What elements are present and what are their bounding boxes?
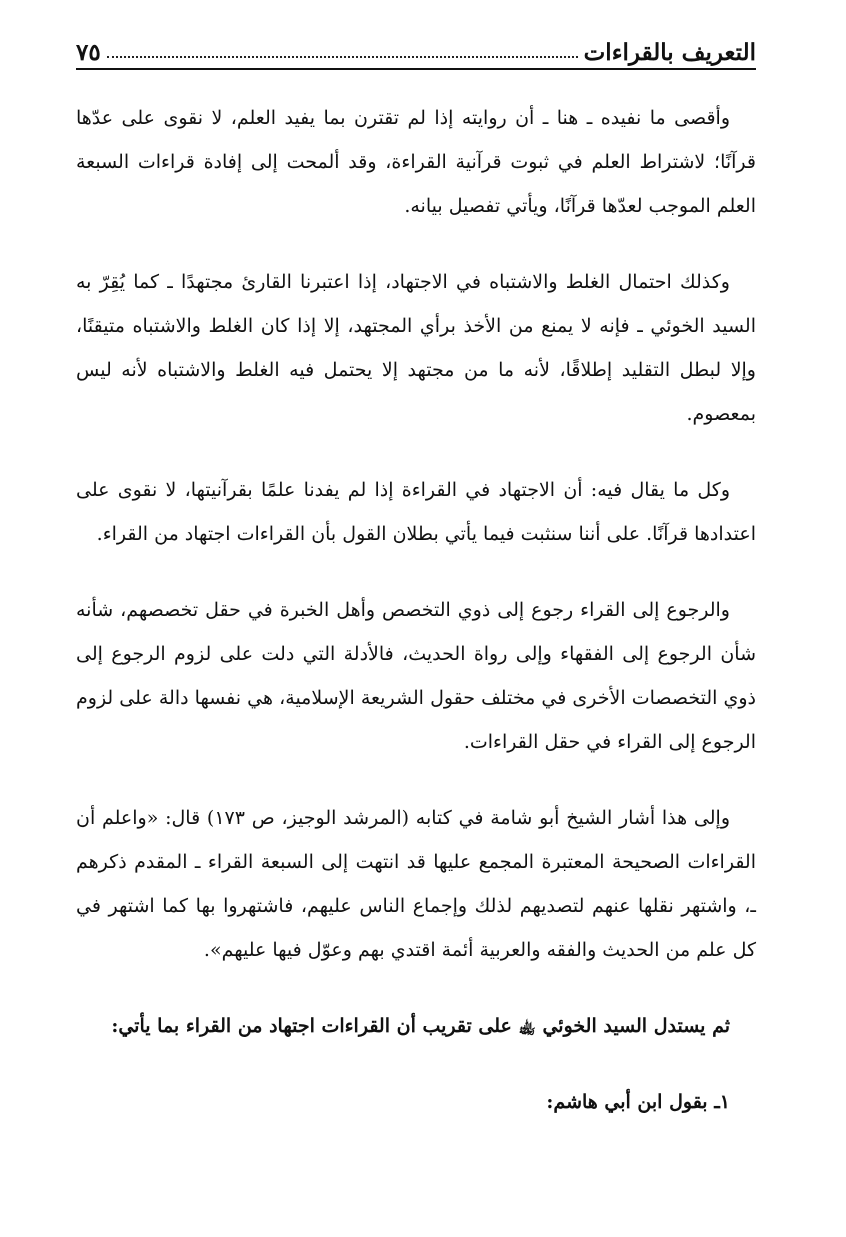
numbered-item-1: ١ـ بقول ابن أبي هاشم:	[546, 1091, 730, 1113]
paragraph-4: والرجوع إلى القراء رجوع إلى ذوي التخصص وأهل الخبرة في حقل تخصصهم، شأنه شأن الرجوع إلى الفقهاء وإلى رواة الحديث، فالأدلة التي دلت على لزوم الرجوع إلى ذوي التخصصات الأخرى في مختلف حقول الشريعة الإسلامية، هي نفسها دالة على لزوم الرجوع إلى القراء في حقل القراءات.	[76, 599, 756, 753]
running-title: التعريف بالقراءات	[583, 39, 756, 66]
page-number: ٧٥	[76, 39, 101, 66]
paragraph-6-intro: ثم يستدل السيد الخوئي ﵀ على تقريب أن القراءات اجتهاد من القراء بما يأتي:	[111, 1015, 730, 1037]
leader-dots	[107, 56, 578, 58]
book-page	[76, 32, 756, 1124]
paragraph-3: وكل ما يقال فيه: أن الاجتهاد في القراءة إذا لم يفدنا علمًا بقرآنيتها، لا نقوى على اعتدادها قرآنًا. على أننا سنثبت فيما يأتي بطلان القول بأن القراءات اجتهاد من القراء.	[76, 479, 756, 545]
paragraph-2: وكذلك احتمال الغلط والاشتباه في الاجتهاد، إذا اعتبرنا القارئ مجتهدًا ـ كما يُقِرّ به السيد الخوئي ـ فإنه لا يمنع من الأخذ برأي المجتهد، إلا إذا كان الغلط والاشتباه متيقنًا، وإلا لبطل التقليد إطلاقًا، لأنه ما من مجتهد إلا يحتمل فيه الغلط والاشتباه لأنه ليس بمعصوم.	[76, 271, 756, 425]
page-body	[76, 96, 756, 1124]
running-header	[76, 32, 756, 70]
paragraph-5-quote: وإلى هذا أشار الشيخ أبو شامة في كتابه (المرشد الوجيز، ص ١٧٣) قال: «واعلم أن القراءات الصحيحة المعتبرة المجمع عليها قد انتهت إلى السبعة القراء ـ المقدم ذكرهم ـ، واشتهر نقلها عنهم لتصديهم لذلك وإجماع الناس عليهم، فاشتهروا بها كما اشتهر في كل علم من الحديث والفقه والعربية أئمة اقتدي بهم وعوّل فيها عليهم».	[76, 807, 756, 961]
paragraph-1: وأقصى ما نفيده ـ هنا ـ أن روايته إذا لم تقترن بما يفيد العلم، لا نقوى على عدّها قرآنًا؛ لاشتراط العلم في ثبوت قرآنية القراءة، وقد ألمحت إلى إفادة قراءات السبعة العلم الموجب لعدّها قرآنًا، ويأتي تفصيل بيانه.	[76, 107, 756, 217]
